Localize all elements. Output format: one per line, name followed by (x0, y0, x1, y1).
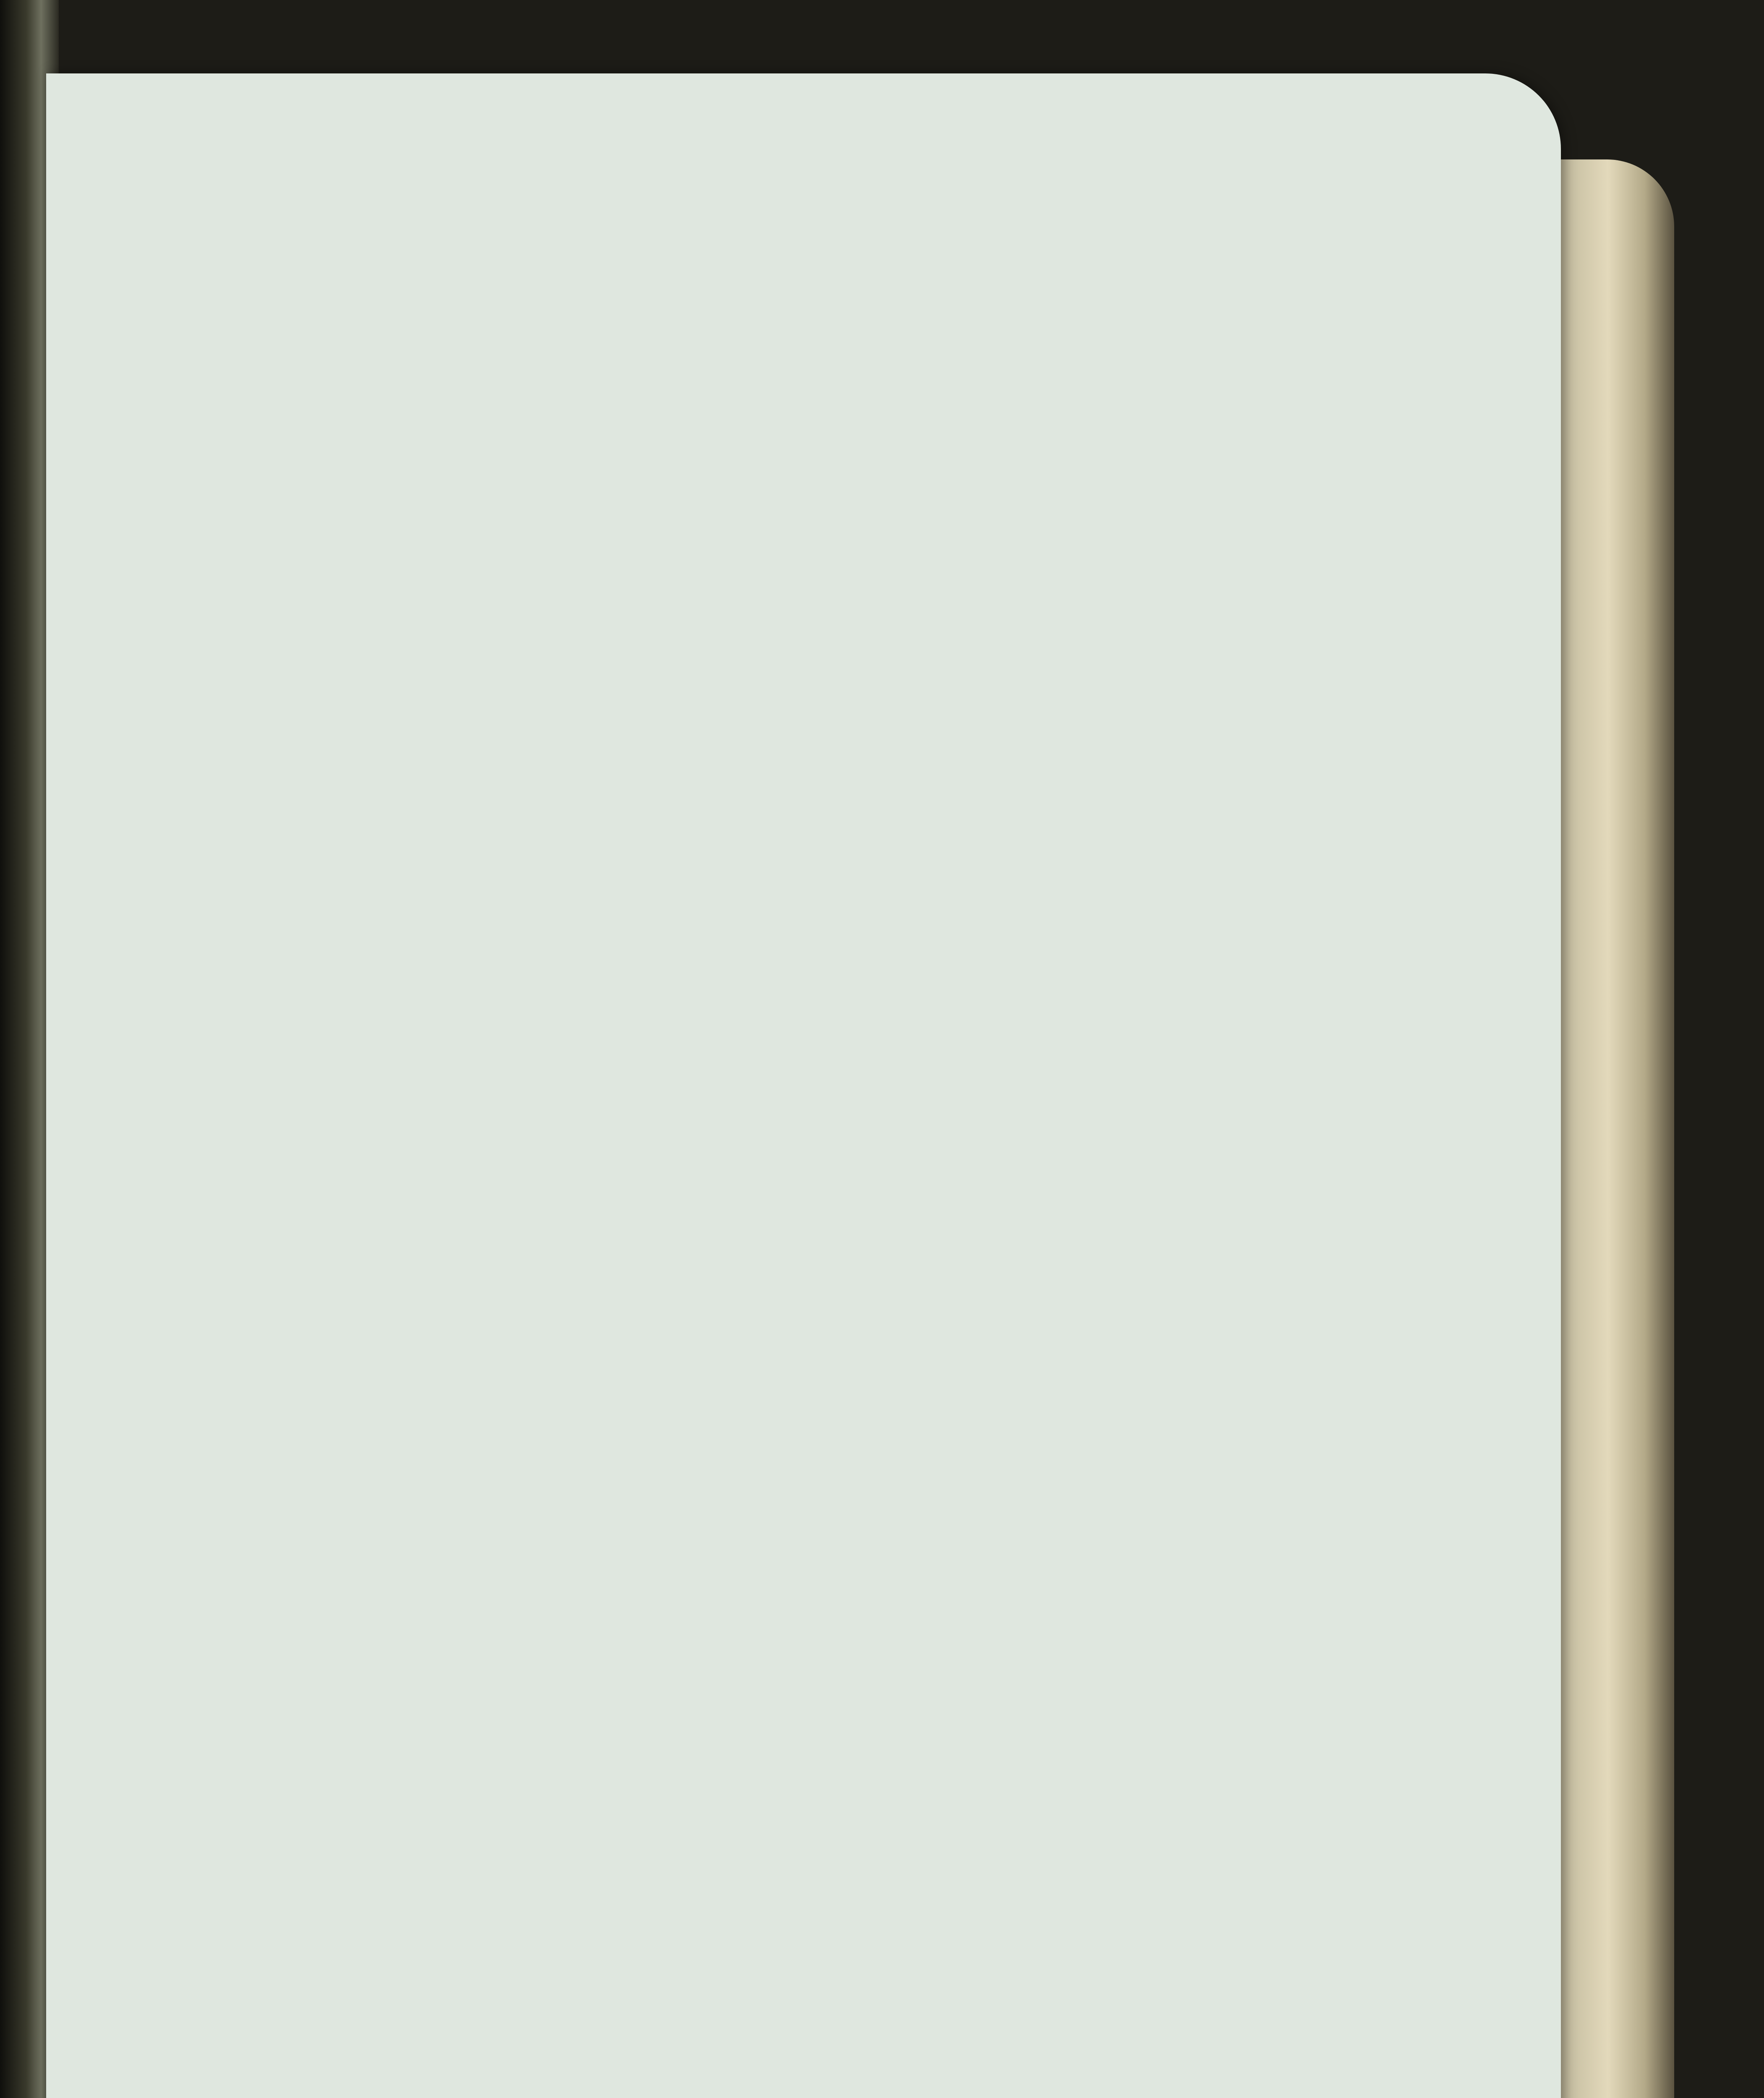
page-content (55, 113, 1506, 207)
book-page (46, 73, 1561, 2098)
